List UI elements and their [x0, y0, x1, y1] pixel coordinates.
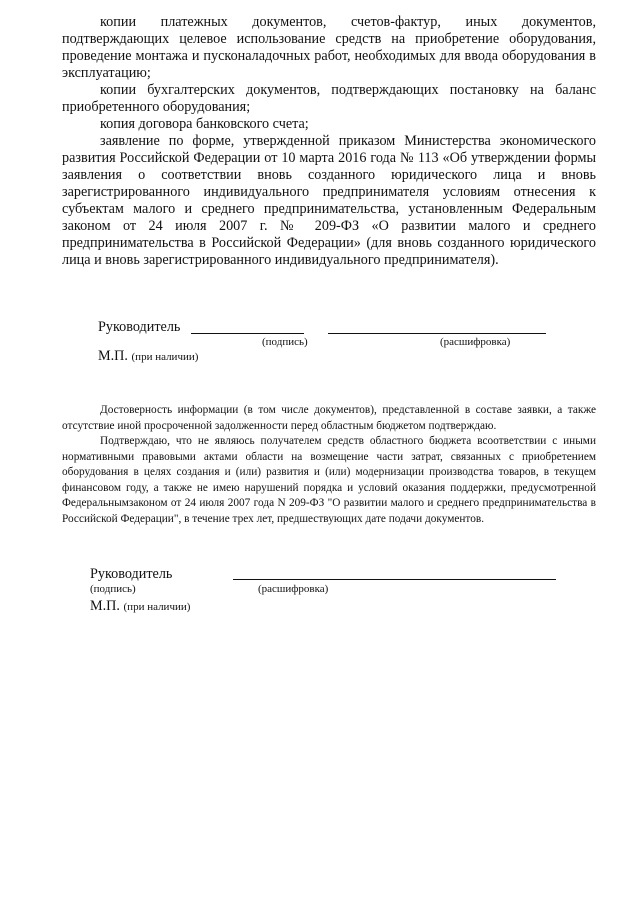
decoding-hint-2: (расшифровка) [258, 583, 329, 595]
seal-note-1: (при наличии) [131, 351, 199, 363]
signature-hint-1: (подпись) [262, 336, 308, 348]
seal-label-1 [98, 348, 198, 365]
attachment-application-form: заявление по форме, утвержденной приказом Министерства экономического развития Российской Федерации от 10 марта 2016 года № 113 «Об утверждении формы заявления о соответствии вновь созданного юридического лица и вновь зарегистрированного индивидуального предпринимателя условиям отнесения к субъектам малого и среднего предпринимательства, установленным Федеральным законом от 24 июля 2007 г. № 209-ФЗ «О развитии малого и среднего предпринимательства в Российской Федерации» (для вновь созданного юридического лица и вновь зарегистрированного индивидуального предпринимателя). [62, 133, 596, 268]
decoding-hint-1: (расшифровка) [440, 336, 511, 348]
attachments-list [62, 14, 596, 269]
confirmation-paragraph-2: Подтверждаю, что не являюсь получателем средств областного бюджета всоответствии с иными нормативными правовыми актами области на возмещение части затрат, связанных с приобретением оборудования в целях создания и (или) развития и (или) модернизации производства товаров, в текущем финансовом году, а также не имею нарушений порядка и условий оказания поддержки, предусмотренной Федеральнымзаконом от 24 июля 2007 года N 209-ФЗ "О развитии малого и среднего предпринимательства в Российской Федерации", в течение трех лет, предшествующих дате подачи документов. [62, 435, 596, 525]
attachment-accounting-docs: копии бухгалтерских документов, подтверждающих постановку на баланс приобретенного оборудования; [62, 82, 596, 115]
signature-line-1 [191, 333, 304, 334]
head-label-2: Руководитель [90, 566, 173, 582]
seal-note-2: (при наличии) [123, 601, 191, 613]
confirmation-paragraph-1: Достоверность информации (в том числе документов), представленной в составе заявки, а также отсутствие иной просроченной задолженности перед областным бюджетом подтверждаю. [62, 404, 596, 432]
seal-abbr-1: М.П. [98, 348, 128, 364]
attachment-payment-docs: копии платежных документов, счетов-фактур, иных документов, подтверждающих целевое использование средств на приобретение оборудования, проведение монтажа и пусконаладочных работ, необходимых для ввода оборудования в эксплуатацию; [62, 14, 596, 81]
signature-hint-2: (подпись) [90, 583, 136, 595]
seal-label-2 [90, 598, 190, 615]
head-label-1: Руководитель [98, 319, 181, 335]
seal-abbr-2: М.П. [90, 598, 120, 614]
decoding-line-2 [233, 579, 556, 580]
confirmation-text [62, 403, 596, 527]
decoding-line-1 [328, 333, 546, 334]
attachment-bank-contract: копия договора банковского счета; [100, 116, 309, 132]
